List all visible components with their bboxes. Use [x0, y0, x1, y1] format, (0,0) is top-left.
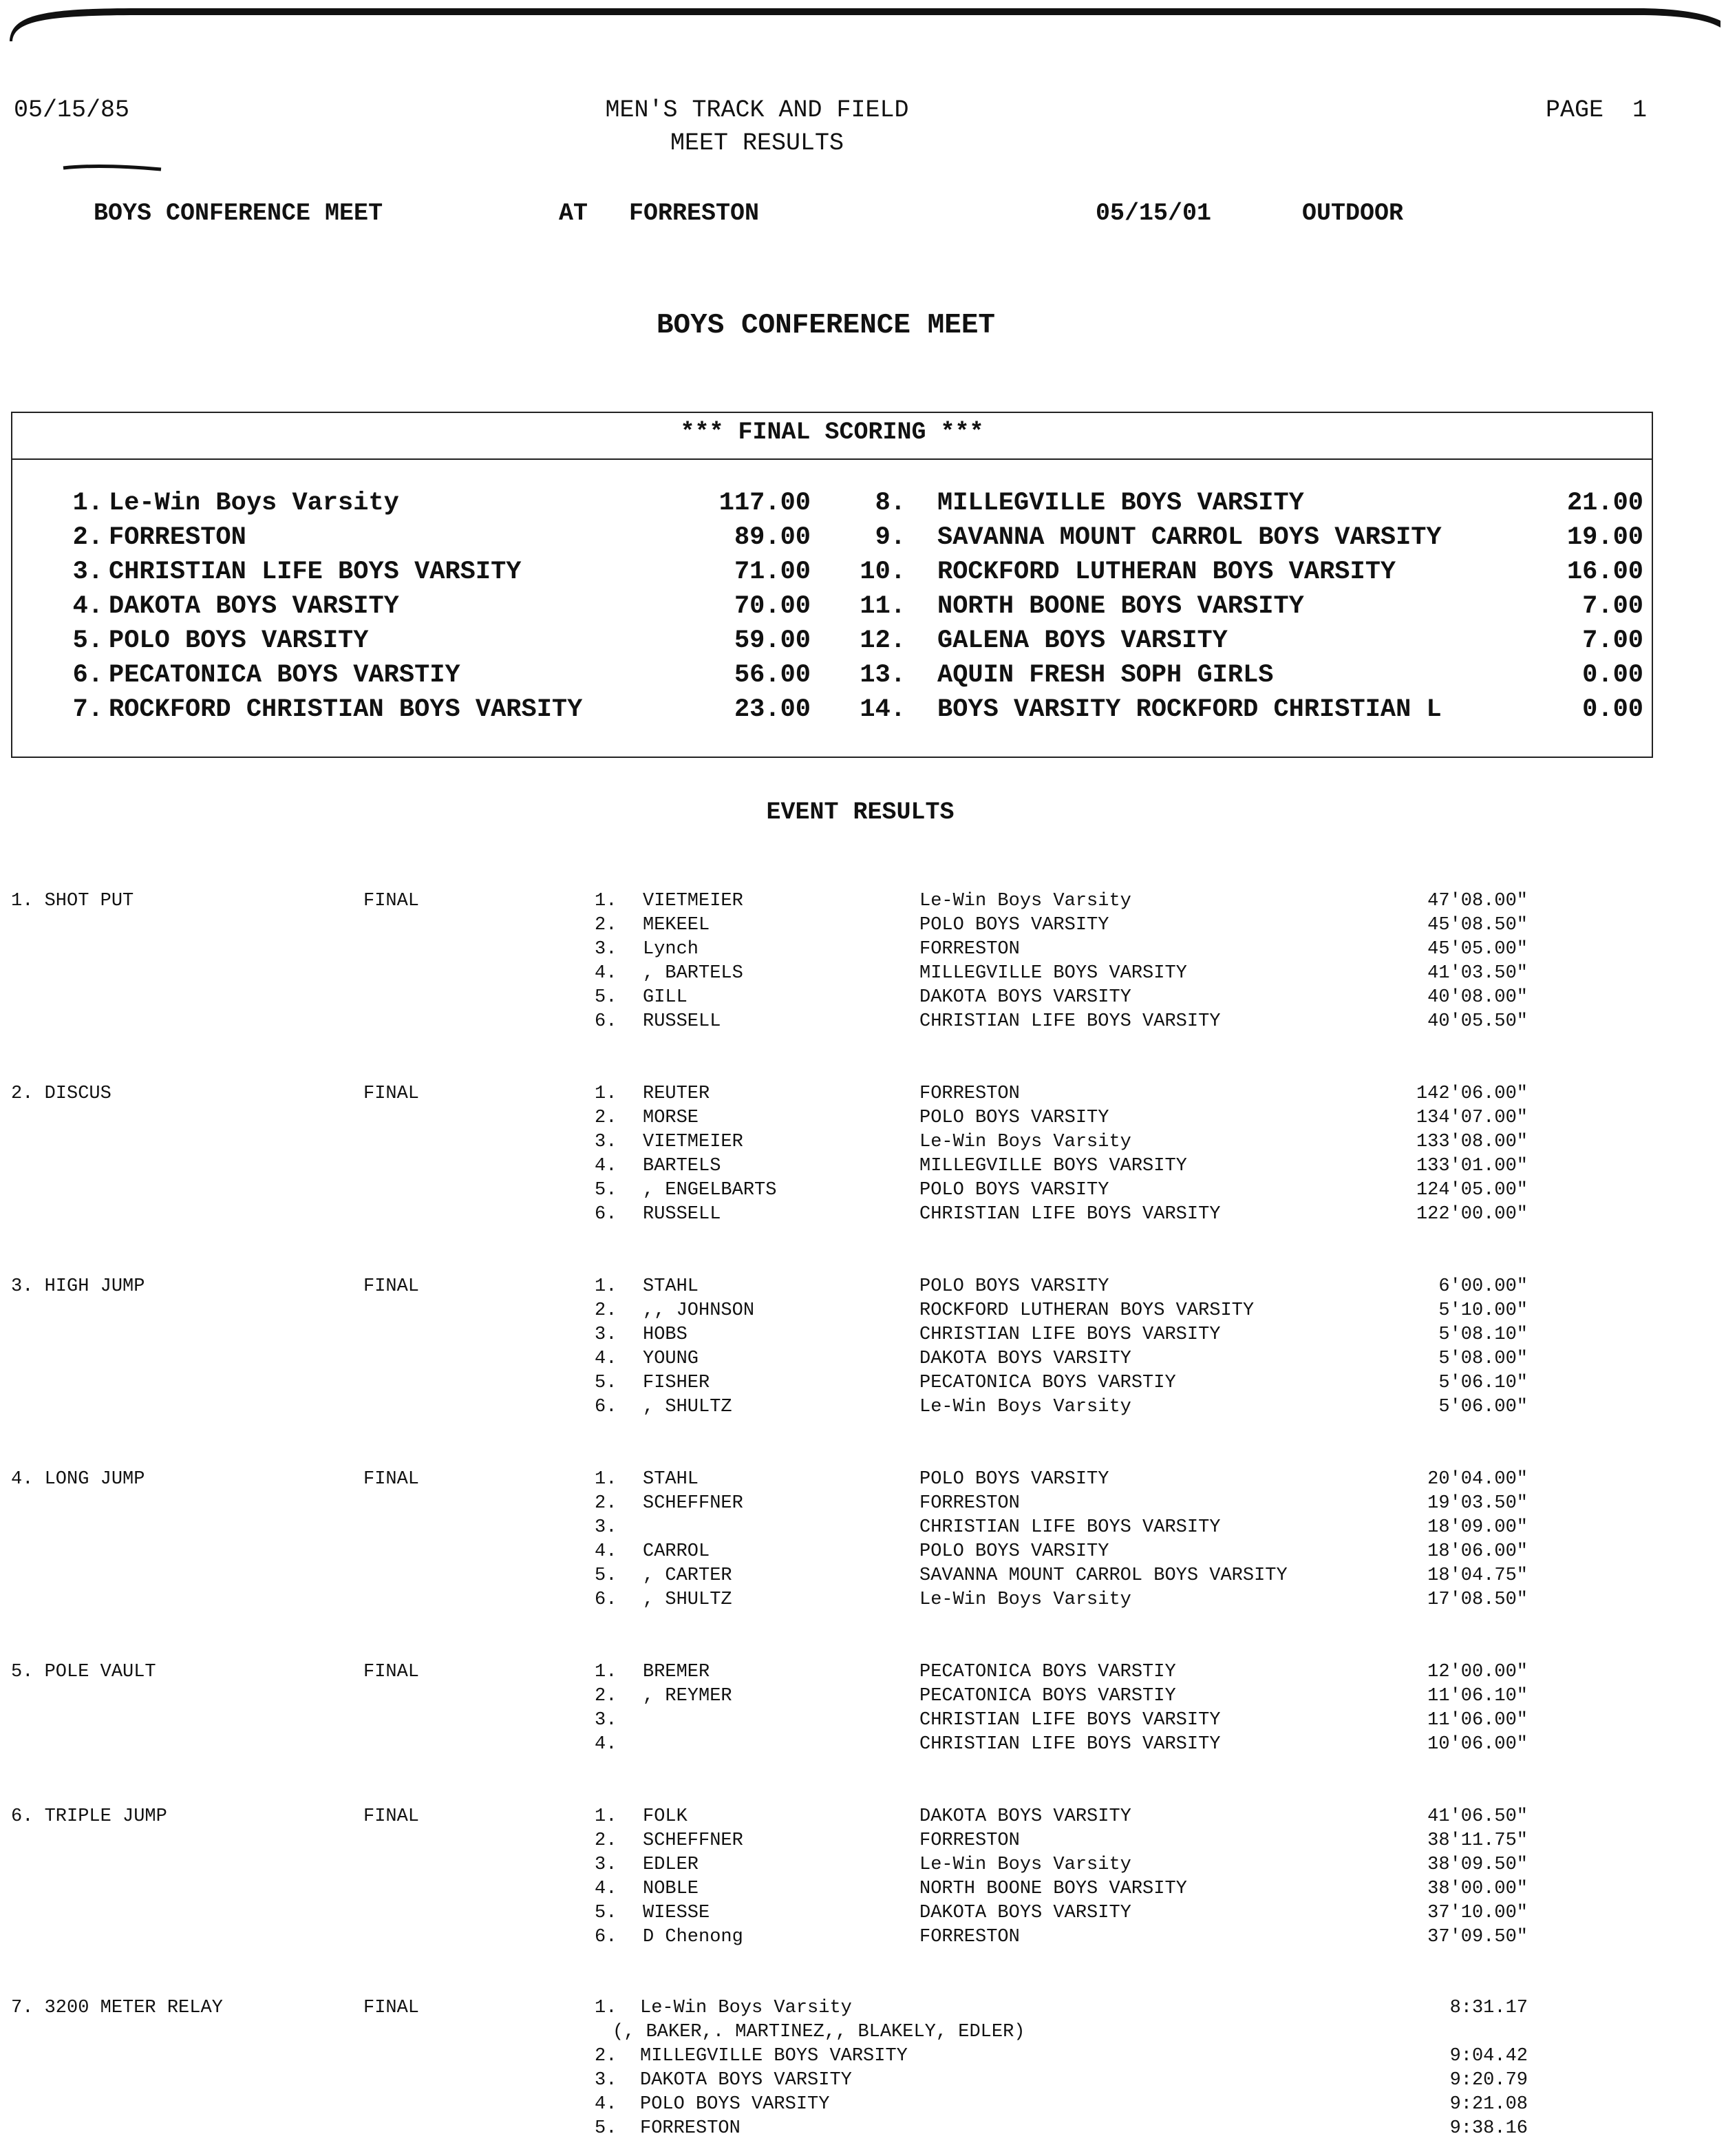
result-athlete: GILL [643, 987, 688, 1008]
scoring-points: 0.00 [1582, 695, 1643, 724]
scoring-points: 70.00 [734, 592, 811, 621]
scoring-points: 0.00 [1582, 661, 1643, 690]
result-place: 6. [595, 1204, 617, 1225]
scoring-place: 1. [72, 489, 103, 518]
event-round: FINAL [363, 1998, 420, 2018]
result-row [0, 1084, 1726, 1107]
pen-mark [61, 162, 164, 173]
result-team: NORTH BOONE BOYS VARSITY [919, 1879, 1187, 1899]
result-row [0, 1541, 1726, 1565]
result-place: 1. [595, 1662, 617, 1682]
result-row [0, 891, 1726, 914]
result-team: Le-Win Boys Varsity [919, 1589, 1131, 1610]
result-mark: 5'10.00" [1438, 1300, 1528, 1321]
result-place: 6. [595, 1927, 617, 1947]
result-athlete: WIESSE [643, 1903, 710, 1923]
result-athlete: HOBS [643, 1324, 688, 1345]
result-athlete: Lynch [643, 939, 699, 960]
result-athlete: SCHEFFNER [643, 1493, 743, 1514]
event-round: FINAL [363, 891, 420, 911]
event-round: FINAL [363, 1084, 420, 1104]
result-team: MILLEGVILLE BOYS VARSITY [640, 2046, 908, 2067]
result-row [0, 1349, 1726, 1372]
result-mark: 142'06.00" [1416, 1084, 1528, 1104]
event-name: 2. DISCUS [11, 1084, 111, 1104]
result-athlete: VIETMEIER [643, 891, 743, 911]
result-team: POLO BOYS VARSITY [640, 2094, 830, 2115]
scoring-row [12, 523, 1652, 556]
result-row [0, 1324, 1726, 1348]
result-place: 2. [595, 1830, 617, 1851]
result-team: CHRISTIAN LIFE BOYS VARSITY [919, 1011, 1221, 1032]
result-row [0, 1493, 1726, 1516]
result-team: POLO BOYS VARSITY [919, 1469, 1109, 1490]
scoring-place: 3. [72, 558, 103, 586]
result-place: 1. [595, 1276, 617, 1297]
result-place: 5. [595, 1565, 617, 1586]
result-row [0, 1156, 1726, 1179]
result-row [0, 915, 1726, 938]
result-team: DAKOTA BOYS VARSITY [640, 2070, 852, 2091]
scoring-points: 56.00 [734, 661, 811, 690]
event-results-title: EVENT RESULTS [766, 799, 955, 826]
result-row [0, 1517, 1726, 1541]
result-athlete: RUSSELL [643, 1204, 721, 1225]
result-place: 4. [595, 1734, 617, 1755]
result-mark: 38'09.50" [1427, 1854, 1528, 1875]
result-athlete: VIETMEIER [643, 1132, 743, 1152]
result-place: 3. [595, 1854, 617, 1875]
scoring-points: 59.00 [734, 626, 811, 655]
scoring-team: AQUIN FRESH SOPH GIRLS [937, 661, 1274, 690]
result-row [0, 1300, 1726, 1324]
result-place: 1. [595, 1806, 617, 1827]
scoring-place: 6. [72, 661, 103, 690]
result-row [0, 1854, 1726, 1878]
result-row [0, 1373, 1726, 1396]
meet-date: 05/15/01 [1096, 200, 1212, 227]
result-team: DAKOTA BOYS VARSITY [919, 987, 1131, 1008]
result-athlete: RUSSELL [643, 1011, 721, 1032]
result-mark: 11'06.10" [1427, 1686, 1528, 1706]
result-team: FORRESTON [919, 1493, 1020, 1514]
relay-members: (, BAKER,. MARTINEZ,, BLAKELY, EDLER) [612, 2022, 1025, 2042]
result-mark: 20'04.00" [1427, 1469, 1528, 1490]
result-team: POLO BOYS VARSITY [919, 1541, 1109, 1562]
result-mark: 6'00.00" [1438, 1276, 1528, 1297]
result-athlete: MEKEEL [643, 915, 710, 936]
result-team: ROCKFORD LUTHERAN BOYS VARSITY [919, 1300, 1255, 1321]
result-team: FORRESTON [640, 2118, 741, 2139]
result-team: FORRESTON [919, 939, 1020, 960]
result-mark: 37'09.50" [1427, 1927, 1528, 1947]
result-row [0, 1108, 1726, 1131]
result-place: 4. [595, 963, 617, 984]
scoring-team: GALENA BOYS VARSITY [937, 626, 1228, 655]
result-place: 4. [595, 1879, 617, 1899]
result-team: CHRISTIAN LIFE BOYS VARSITY [919, 1710, 1221, 1731]
result-mark: 9:04.42 [1449, 2046, 1528, 2067]
main-title: BOYS CONFERENCE MEET [656, 310, 996, 341]
result-athlete: YOUNG [643, 1349, 699, 1369]
scoring-points: 7.00 [1582, 592, 1643, 621]
result-row [0, 1180, 1726, 1203]
result-mark: 41'03.50" [1427, 963, 1528, 984]
result-team: FORRESTON [919, 1830, 1020, 1851]
scoring-row [12, 489, 1652, 522]
result-athlete: , CARTER [643, 1565, 732, 1586]
event-name: 6. TRIPLE JUMP [11, 1806, 167, 1827]
result-mark: 9:21.08 [1449, 2094, 1528, 2115]
scoring-team: MILLEGVILLE BOYS VARSITY [937, 489, 1304, 518]
result-place: 2. [595, 2046, 617, 2067]
result-mark: 37'10.00" [1427, 1903, 1528, 1923]
result-athlete: ,, JOHNSON [643, 1300, 755, 1321]
scoring-place: 2. [72, 523, 103, 552]
result-place: 1. [595, 1998, 617, 2018]
scoring-points: 117.00 [718, 489, 811, 518]
scoring-place: 8. [875, 489, 906, 518]
result-place: 5. [595, 987, 617, 1008]
result-mark: 12'00.00" [1427, 1662, 1528, 1682]
result-place: 3. [595, 1132, 617, 1152]
scoring-place: 7. [72, 695, 103, 724]
result-mark: 18'04.75" [1427, 1565, 1528, 1586]
result-place: 4. [595, 1349, 617, 1369]
event-round: FINAL [363, 1276, 420, 1297]
result-team: PECATONICA BOYS VARSTIY [919, 1662, 1176, 1682]
result-place: 6. [595, 1589, 617, 1610]
result-row [0, 2046, 1726, 2069]
result-row [0, 1879, 1726, 1902]
scoring-place: 14. [860, 695, 906, 724]
result-team: Le-Win Boys Varsity [919, 1397, 1131, 1417]
result-place: 3. [595, 2070, 617, 2091]
result-team: Le-Win Boys Varsity [640, 1998, 852, 2018]
result-team: CHRISTIAN LIFE BOYS VARSITY [919, 1324, 1221, 1345]
scoring-place: 9. [875, 523, 906, 552]
scoring-place: 4. [72, 592, 103, 621]
result-athlete: , SHULTZ [643, 1397, 732, 1417]
result-mark: 9:38.16 [1449, 2118, 1528, 2139]
result-row [0, 1204, 1726, 1227]
scoring-team: SAVANNA MOUNT CARROL BOYS VARSITY [937, 523, 1442, 552]
result-mark: 5'08.10" [1438, 1324, 1528, 1345]
result-team: POLO BOYS VARSITY [919, 915, 1109, 936]
scoring-points: 16.00 [1566, 558, 1643, 586]
result-mark: 40'08.00" [1427, 987, 1528, 1008]
result-row [0, 1734, 1726, 1757]
result-place: 1. [595, 891, 617, 911]
scoring-points: 7.00 [1582, 626, 1643, 655]
result-row [0, 987, 1726, 1011]
scoring-points: 71.00 [734, 558, 811, 586]
result-team: PECATONICA BOYS VARSTIY [919, 1373, 1176, 1393]
result-row [0, 1469, 1726, 1492]
result-athlete: , SHULTZ [643, 1589, 732, 1610]
meet-location: FORRESTON [629, 200, 760, 227]
scoring-team: PECATONICA BOYS VARSTIY [109, 661, 460, 690]
result-place: 5. [595, 1180, 617, 1201]
result-place: 4. [595, 2094, 617, 2115]
result-mark: 38'00.00" [1427, 1879, 1528, 1899]
report-title: MEN'S TRACK AND FIELD [605, 96, 909, 124]
result-place: 2. [595, 1493, 617, 1514]
result-athlete: FOLK [643, 1806, 688, 1827]
result-mark: 40'05.50" [1427, 1011, 1528, 1032]
result-place: 4. [595, 1156, 617, 1176]
result-place: 1. [595, 1469, 617, 1490]
final-scoring-title: *** FINAL SCORING *** [680, 419, 984, 446]
print-date: 05/15/85 [14, 96, 130, 124]
at-label: AT [559, 200, 588, 227]
result-place: 6. [595, 1397, 617, 1417]
result-mark: 124'05.00" [1416, 1180, 1528, 1201]
result-row [0, 1686, 1726, 1709]
result-row [0, 1589, 1726, 1613]
result-mark: 41'06.50" [1427, 1806, 1528, 1827]
result-team: CHRISTIAN LIFE BOYS VARSITY [919, 1734, 1221, 1755]
scoring-team: NORTH BOONE BOYS VARSITY [937, 592, 1304, 621]
result-team: MILLEGVILLE BOYS VARSITY [919, 963, 1187, 984]
result-athlete: CARROL [643, 1541, 710, 1562]
scoring-points: 23.00 [734, 695, 811, 724]
scoring-team: Le-Win Boys Varsity [109, 489, 399, 518]
result-row [0, 2094, 1726, 2117]
result-team: FORRESTON [919, 1927, 1020, 1947]
result-place: 6. [595, 1011, 617, 1032]
scoring-place: 12. [860, 626, 906, 655]
result-row [0, 963, 1726, 986]
result-mark: 17'08.50" [1427, 1589, 1528, 1610]
scan-edge-line [0, 0, 1726, 41]
result-team: POLO BOYS VARSITY [919, 1108, 1109, 1128]
event-name: 1. SHOT PUT [11, 891, 134, 911]
scoring-team: ROCKFORD CHRISTIAN BOYS VARSITY [109, 695, 583, 724]
result-team: FORRESTON [919, 1084, 1020, 1104]
scoring-place: 5. [72, 626, 103, 655]
result-athlete: FISHER [643, 1373, 710, 1393]
result-row [0, 2070, 1726, 2093]
scoring-place: 10. [860, 558, 906, 586]
result-row [0, 1903, 1726, 1926]
result-place: 5. [595, 1903, 617, 1923]
result-row [0, 1397, 1726, 1420]
result-row [0, 1998, 1726, 2021]
result-mark: 133'08.00" [1416, 1132, 1528, 1152]
result-mark: 18'09.00" [1427, 1517, 1528, 1538]
event-name: 4. LONG JUMP [11, 1469, 145, 1490]
scoring-place: 13. [860, 661, 906, 690]
result-row [0, 1927, 1726, 1950]
result-place: 2. [595, 915, 617, 936]
result-athlete: BREMER [643, 1662, 710, 1682]
scoring-row [12, 626, 1652, 659]
scoring-points: 19.00 [1566, 523, 1643, 552]
scoring-row [12, 592, 1652, 625]
result-athlete: SCHEFFNER [643, 1830, 743, 1851]
page-number: PAGE 1 [1546, 96, 1648, 124]
event-round: FINAL [363, 1469, 420, 1490]
result-athlete: NOBLE [643, 1879, 699, 1899]
result-place: 3. [595, 1710, 617, 1731]
scoring-divider [12, 458, 1652, 460]
result-athlete: MORSE [643, 1108, 699, 1128]
result-mark: 8:31.17 [1449, 1998, 1528, 2018]
result-place: 2. [595, 1686, 617, 1706]
result-team: Le-Win Boys Varsity [919, 891, 1131, 911]
result-team: MILLEGVILLE BOYS VARSITY [919, 1156, 1187, 1176]
event-round: FINAL [363, 1806, 420, 1827]
result-mark: 122'00.00" [1416, 1204, 1528, 1225]
scoring-points: 89.00 [734, 523, 811, 552]
result-mark: 19'03.50" [1427, 1493, 1528, 1514]
result-team: SAVANNA MOUNT CARROL BOYS VARSITY [919, 1565, 1288, 1586]
event-round: FINAL [363, 1662, 420, 1682]
event-name: 5. POLE VAULT [11, 1662, 156, 1682]
final-scoring-box [11, 412, 1653, 758]
scoring-row [12, 661, 1652, 694]
result-row [0, 1662, 1726, 1685]
result-team: POLO BOYS VARSITY [919, 1180, 1109, 1201]
result-row [0, 1276, 1726, 1300]
scoring-team: POLO BOYS VARSITY [109, 626, 369, 655]
result-place: 1. [595, 1084, 617, 1104]
result-team: DAKOTA BOYS VARSITY [919, 1903, 1131, 1923]
result-row [0, 1830, 1726, 1854]
result-mark: 10'06.00" [1427, 1734, 1528, 1755]
result-athlete: , REYMER [643, 1686, 732, 1706]
result-mark: 5'08.00" [1438, 1349, 1528, 1369]
result-mark: 134'07.00" [1416, 1108, 1528, 1128]
result-row [0, 939, 1726, 962]
scoring-team: BOYS VARSITY ROCKFORD CHRISTIAN L [937, 695, 1442, 724]
result-place: 2. [595, 1300, 617, 1321]
result-team: POLO BOYS VARSITY [919, 1276, 1109, 1297]
result-athlete: BARTELS [643, 1156, 721, 1176]
result-athlete: STAHL [643, 1276, 699, 1297]
scoring-team: FORRESTON [109, 523, 246, 552]
result-mark: 9:20.79 [1449, 2070, 1528, 2091]
result-row [0, 1011, 1726, 1035]
result-team: PECATONICA BOYS VARSTIY [919, 1686, 1176, 1706]
result-mark: 133'01.00" [1416, 1156, 1528, 1176]
scoring-team: ROCKFORD LUTHERAN BOYS VARSITY [937, 558, 1396, 586]
report-subtitle: MEET RESULTS [670, 129, 844, 157]
result-row [0, 1806, 1726, 1830]
result-place: 5. [595, 2118, 617, 2139]
result-athlete: EDLER [643, 1854, 699, 1875]
event-name: 7. 3200 METER RELAY [11, 1998, 223, 2018]
result-mark: 45'08.50" [1427, 915, 1528, 936]
scoring-row [12, 558, 1652, 591]
result-team: Le-Win Boys Varsity [919, 1854, 1131, 1875]
result-place: 3. [595, 939, 617, 960]
result-place: 4. [595, 1541, 617, 1562]
result-place: 3. [595, 1517, 617, 1538]
result-mark: 5'06.00" [1438, 1397, 1528, 1417]
meet-name: BOYS CONFERENCE MEET [94, 200, 383, 227]
result-row [0, 1710, 1726, 1733]
result-team: CHRISTIAN LIFE BOYS VARSITY [919, 1204, 1221, 1225]
result-place: 2. [595, 1108, 617, 1128]
scoring-team: CHRISTIAN LIFE BOYS VARSITY [109, 558, 522, 586]
result-team: CHRISTIAN LIFE BOYS VARSITY [919, 1517, 1221, 1538]
scoring-row [12, 695, 1652, 728]
result-team: DAKOTA BOYS VARSITY [919, 1806, 1131, 1827]
result-athlete: D Chenong [643, 1927, 743, 1947]
scoring-points: 21.00 [1566, 489, 1643, 518]
result-row [0, 2118, 1726, 2142]
result-team: Le-Win Boys Varsity [919, 1132, 1131, 1152]
result-row [0, 1132, 1726, 1155]
result-mark: 45'05.00" [1427, 939, 1528, 960]
result-mark: 47'08.00" [1427, 891, 1528, 911]
result-athlete: , ENGELBARTS [643, 1180, 777, 1201]
event-name: 3. HIGH JUMP [11, 1276, 145, 1297]
result-place: 3. [595, 1324, 617, 1345]
result-place: 5. [595, 1373, 617, 1393]
result-mark: 38'11.75" [1427, 1830, 1528, 1851]
scoring-place: 11. [860, 592, 906, 621]
result-athlete: REUTER [643, 1084, 710, 1104]
result-mark: 5'06.10" [1438, 1373, 1528, 1393]
result-athlete: , BARTELS [643, 963, 743, 984]
result-row [0, 1565, 1726, 1589]
result-mark: 11'06.00" [1427, 1710, 1528, 1731]
scoring-team: DAKOTA BOYS VARSITY [109, 592, 399, 621]
result-athlete: STAHL [643, 1469, 699, 1490]
meet-venue: OUTDOOR [1302, 200, 1404, 227]
result-mark: 18'06.00" [1427, 1541, 1528, 1562]
result-team: DAKOTA BOYS VARSITY [919, 1349, 1131, 1369]
